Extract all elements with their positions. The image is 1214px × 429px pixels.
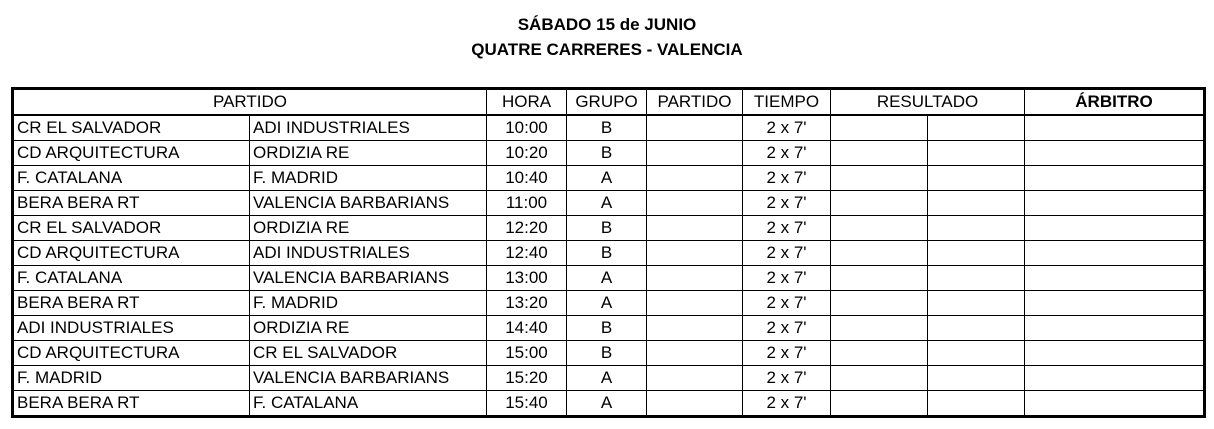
partido-number-cell bbox=[647, 166, 743, 191]
partido-number-cell bbox=[647, 191, 743, 216]
arbitro-cell bbox=[1025, 341, 1205, 366]
column-header-partido-2: PARTIDO bbox=[647, 89, 743, 116]
hora-cell: 15:20 bbox=[487, 366, 567, 391]
partido-number-cell bbox=[647, 291, 743, 316]
resultado-home-cell bbox=[831, 291, 928, 316]
hora-cell: 13:00 bbox=[487, 266, 567, 291]
table-row bbox=[13, 366, 1205, 391]
away-team-cell: VALENCIA BARBARIANS bbox=[250, 191, 487, 216]
resultado-home-cell bbox=[831, 241, 928, 266]
hora-cell: 11:00 bbox=[487, 191, 567, 216]
venue-title: QUATRE CARRERES - VALENCIA bbox=[471, 40, 743, 59]
grupo-cell: B bbox=[567, 216, 647, 241]
resultado-home-cell bbox=[831, 191, 928, 216]
home-team-cell: ADI INDUSTRIALES bbox=[13, 316, 250, 341]
resultado-away-cell bbox=[928, 241, 1025, 266]
resultado-home-cell bbox=[831, 166, 928, 191]
column-header-resultado: RESULTADO bbox=[831, 89, 1025, 116]
resultado-away-cell bbox=[928, 266, 1025, 291]
table-row bbox=[13, 391, 1205, 417]
arbitro-cell bbox=[1025, 166, 1205, 191]
grupo-cell: B bbox=[567, 341, 647, 366]
partido-number-cell bbox=[647, 391, 743, 417]
home-team-cell: BERA BERA RT bbox=[13, 191, 250, 216]
resultado-away-cell bbox=[928, 166, 1025, 191]
table-row bbox=[13, 141, 1205, 166]
tiempo-cell: 2 x 7' bbox=[743, 291, 831, 316]
home-team-cell: F. MADRID bbox=[13, 366, 250, 391]
grupo-cell: A bbox=[567, 391, 647, 417]
tiempo-cell: 2 x 7' bbox=[743, 366, 831, 391]
date-title: SÁBADO 15 de JUNIO bbox=[517, 15, 697, 34]
home-team-cell: BERA BERA RT bbox=[13, 291, 250, 316]
grupo-cell: B bbox=[567, 115, 647, 141]
column-header-arbitro: ÁRBITRO bbox=[1025, 89, 1205, 116]
tiempo-cell: 2 x 7' bbox=[743, 241, 831, 266]
grupo-cell: A bbox=[567, 166, 647, 191]
table-row bbox=[13, 191, 1205, 216]
tiempo-cell: 2 x 7' bbox=[743, 266, 831, 291]
document-header bbox=[0, 12, 1214, 62]
partido-number-cell bbox=[647, 366, 743, 391]
home-team-cell: F. CATALANA bbox=[13, 266, 250, 291]
away-team-cell: F. MADRID bbox=[250, 166, 487, 191]
grupo-cell: A bbox=[567, 291, 647, 316]
partido-number-cell bbox=[647, 216, 743, 241]
hora-cell: 15:00 bbox=[487, 341, 567, 366]
column-header-hora: HORA bbox=[487, 89, 567, 116]
partido-number-cell bbox=[647, 115, 743, 141]
grupo-cell: A bbox=[567, 191, 647, 216]
resultado-away-cell bbox=[928, 366, 1025, 391]
away-team-cell: ORDIZIA RE bbox=[250, 316, 487, 341]
arbitro-cell bbox=[1025, 216, 1205, 241]
away-team-cell: VALENCIA BARBARIANS bbox=[250, 366, 487, 391]
arbitro-cell bbox=[1025, 266, 1205, 291]
home-team-cell: CR EL SALVADOR bbox=[13, 115, 250, 141]
tiempo-cell: 2 x 7' bbox=[743, 166, 831, 191]
tiempo-cell: 2 x 7' bbox=[743, 316, 831, 341]
arbitro-cell bbox=[1025, 241, 1205, 266]
table-row bbox=[13, 316, 1205, 341]
away-team-cell: CR EL SALVADOR bbox=[250, 341, 487, 366]
arbitro-cell bbox=[1025, 316, 1205, 341]
resultado-away-cell bbox=[928, 191, 1025, 216]
partido-number-cell bbox=[647, 316, 743, 341]
away-team-cell: F. MADRID bbox=[250, 291, 487, 316]
partido-number-cell bbox=[647, 341, 743, 366]
table-row bbox=[13, 291, 1205, 316]
column-header-partido: PARTIDO bbox=[13, 89, 487, 116]
hora-cell: 15:40 bbox=[487, 391, 567, 417]
grupo-cell: B bbox=[567, 141, 647, 166]
resultado-away-cell bbox=[928, 291, 1025, 316]
table-row bbox=[13, 216, 1205, 241]
home-team-cell: CR EL SALVADOR bbox=[13, 216, 250, 241]
resultado-away-cell bbox=[928, 141, 1025, 166]
away-team-cell: VALENCIA BARBARIANS bbox=[250, 266, 487, 291]
away-team-cell: ORDIZIA RE bbox=[250, 141, 487, 166]
tiempo-cell: 2 x 7' bbox=[743, 141, 831, 166]
resultado-home-cell bbox=[831, 366, 928, 391]
grupo-cell: A bbox=[567, 366, 647, 391]
hora-cell: 10:00 bbox=[487, 115, 567, 141]
home-team-cell: CD ARQUITECTURA bbox=[13, 241, 250, 266]
arbitro-cell bbox=[1025, 115, 1205, 141]
table-row bbox=[13, 266, 1205, 291]
tiempo-cell: 2 x 7' bbox=[743, 341, 831, 366]
hora-cell: 10:40 bbox=[487, 166, 567, 191]
tiempo-cell: 2 x 7' bbox=[743, 115, 831, 141]
tiempo-cell: 2 x 7' bbox=[743, 216, 831, 241]
resultado-home-cell bbox=[831, 316, 928, 341]
table-row bbox=[13, 166, 1205, 191]
home-team-cell: BERA BERA RT bbox=[13, 391, 250, 417]
arbitro-cell bbox=[1025, 291, 1205, 316]
resultado-home-cell bbox=[831, 266, 928, 291]
resultado-home-cell bbox=[831, 216, 928, 241]
hora-cell: 10:20 bbox=[487, 141, 567, 166]
partido-number-cell bbox=[647, 241, 743, 266]
home-team-cell: F. CATALANA bbox=[13, 166, 250, 191]
grupo-cell: B bbox=[567, 316, 647, 341]
table-row bbox=[13, 115, 1205, 141]
resultado-away-cell bbox=[928, 115, 1025, 141]
table-row bbox=[13, 341, 1205, 366]
resultado-home-cell bbox=[831, 341, 928, 366]
tiempo-cell: 2 x 7' bbox=[743, 391, 831, 417]
grupo-cell: B bbox=[567, 241, 647, 266]
hora-cell: 13:20 bbox=[487, 291, 567, 316]
away-team-cell: ORDIZIA RE bbox=[250, 216, 487, 241]
away-team-cell: F. CATALANA bbox=[250, 391, 487, 417]
grupo-cell: A bbox=[567, 266, 647, 291]
tiempo-cell: 2 x 7' bbox=[743, 191, 831, 216]
partido-number-cell bbox=[647, 266, 743, 291]
resultado-home-cell bbox=[831, 391, 928, 417]
resultado-away-cell bbox=[928, 391, 1025, 417]
column-header-tiempo: TIEMPO bbox=[743, 89, 831, 116]
arbitro-cell bbox=[1025, 366, 1205, 391]
match-rows bbox=[13, 115, 1205, 417]
arbitro-cell bbox=[1025, 191, 1205, 216]
hora-cell: 14:40 bbox=[487, 316, 567, 341]
column-header-grupo: GRUPO bbox=[567, 89, 647, 116]
hora-cell: 12:40 bbox=[487, 241, 567, 266]
hora-cell: 12:20 bbox=[487, 216, 567, 241]
arbitro-cell bbox=[1025, 391, 1205, 417]
resultado-away-cell bbox=[928, 341, 1025, 366]
home-team-cell: CD ARQUITECTURA bbox=[13, 341, 250, 366]
away-team-cell: ADI INDUSTRIALES bbox=[250, 241, 487, 266]
arbitro-cell bbox=[1025, 141, 1205, 166]
partido-number-cell bbox=[647, 141, 743, 166]
resultado-away-cell bbox=[928, 216, 1025, 241]
match-schedule-table bbox=[11, 87, 1206, 418]
table-row bbox=[13, 241, 1205, 266]
header-row bbox=[13, 89, 1205, 116]
away-team-cell: ADI INDUSTRIALES bbox=[250, 115, 487, 141]
home-team-cell: CD ARQUITECTURA bbox=[13, 141, 250, 166]
resultado-away-cell bbox=[928, 316, 1025, 341]
resultado-home-cell bbox=[831, 141, 928, 166]
resultado-home-cell bbox=[831, 115, 928, 141]
